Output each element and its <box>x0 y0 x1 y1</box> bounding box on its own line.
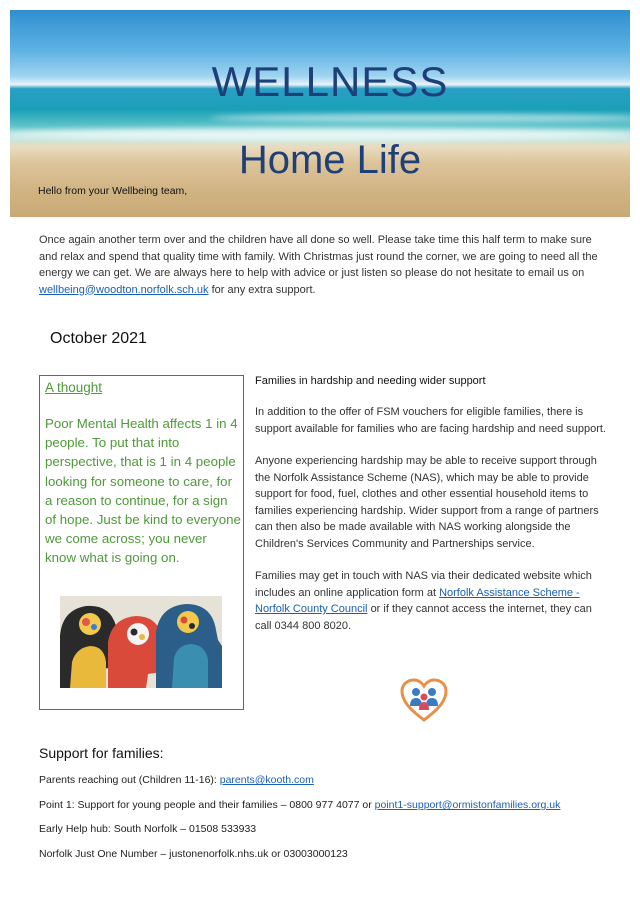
thought-heading: A thought <box>45 380 103 395</box>
intro-suffix: for any extra support. <box>211 283 316 296</box>
issue-date: October 2021 <box>50 330 147 347</box>
support-line-text: Point 1: Support for young people and their families – 0800 977 4077 or <box>39 799 372 811</box>
banner-subtitle: Home Life <box>238 138 422 182</box>
greeting: Hello from your Wellbeing team, <box>38 185 188 197</box>
kooth-email-link[interactable]: parents@kooth.com <box>219 774 314 786</box>
header-banner <box>10 10 630 217</box>
article-para3-prefix: Families may get in touch with NAS via their dedicated website which includes an online application form at <box>255 570 592 599</box>
nas-link[interactable]: Norfolk Assistance Scheme - Norfolk County Council <box>255 586 580 615</box>
support-line-point1 <box>39 799 560 811</box>
intro-text: Once again another term over and the children have all done so well. Please take time this half term to make sure and relax and spend that quality time with family. With Christmas just round the corner, we are going to need all the energy we can get. We are always here to help with advice or just listen so please do not hesitate to email us on <box>39 234 598 279</box>
banner-title: WELLNESS <box>211 58 449 105</box>
article-paragraph-3 <box>255 568 610 634</box>
hardship-article <box>255 375 610 650</box>
thought-body: Poor Mental Health affects 1 in 4 people. To put that into perspective, that is 1 in 4 people looking for someone to care, for a reason to continue, for a sign of hope. Just be kind to everyone we come across; you never know what is going on. <box>45 416 241 566</box>
thought-box <box>39 375 244 710</box>
support-heading: Support for families: <box>39 745 164 761</box>
article-para3-suffix: or if they cannot access the internet, they can call 0344 800 8020. <box>255 603 592 632</box>
point1-email-link[interactable]: point1-support@ormistonfamilies.org.uk <box>374 799 561 811</box>
family-heart-icon <box>400 678 448 722</box>
article-paragraph-1: In addition to the offer of FSM vouchers for eligible families, there is support available for families who are facing hardship and need support. <box>255 406 606 435</box>
wellbeing-email-link[interactable]: wellbeing@woodton.norfolk.sch.uk <box>39 283 209 296</box>
support-line-early-help: Early Help hub: South Norfolk – 01508 533933 <box>39 823 257 835</box>
intro-paragraph <box>39 232 604 298</box>
wave-foam <box>210 114 630 122</box>
article-heading: Families in hardship and needing wider support <box>255 375 486 387</box>
heads-illustration-icon <box>60 596 222 688</box>
article-paragraph-2: Anyone experiencing hardship may be able to receive support through the Norfolk Assistance Scheme (NAS), which may be able to provide support for food, fuel, clothes and other essential household items to families experiencing hardship. Wider support from a range of partners can then also be made available with NAS working alongside the Children's Services Community and Partnerships service. <box>255 455 599 550</box>
support-line-text: Parents reaching out (Children 11-16): <box>39 774 217 786</box>
support-line-just-one-number: Norfolk Just One Number – justonenorfolk.nhs.uk or 03003000123 <box>39 848 348 860</box>
support-line-kooth <box>39 774 314 786</box>
